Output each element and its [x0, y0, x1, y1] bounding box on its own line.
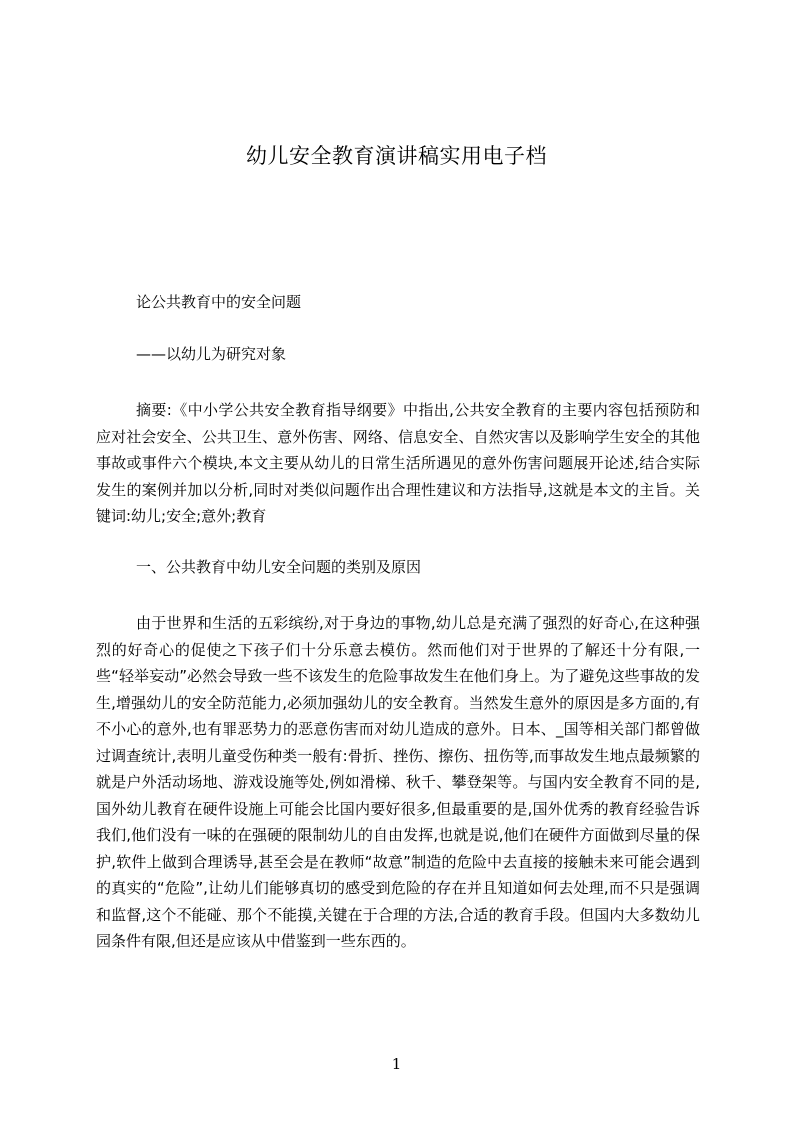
document-title: 幼儿安全教育演讲稿实用电子档 [246, 144, 547, 168]
section-1-heading: 一、公共教育中幼儿安全问题的类别及原因 [136, 558, 422, 576]
subtitle-heading: ——以幼儿为研究对象 [136, 345, 287, 363]
section-1-paragraph: 由于世界和生活的五彩缤纷,对于身边的事物,幼儿总是充满了强烈的好奇心,在这种强烈的好奇心的促使之下孩子们十分乐意去模仿。然而他们对于世界的了解还十分有限,一些“轻举妄动”必然会导致一些不该发生的危险事故发生在他们身上。为了避免这些事故的发生,增强幼儿的安全防范能力,必须加强幼儿的安全教育。当然发生意外的原因是多方面的,有不小心的意外,也有罪恶势力的恶意伤害而对幼儿造成的意外。日本、_国等相关部门都曾做过调查统计,表明儿童受伤种类一般有:骨折、挫伤、擦伤、扭伤等,而事故发生地点最频繁的就是户外活动场地、游戏设施等处,例如滑梯、秋千、攀登架等。与国内安全教育不同的是,国外幼儿教育在硬件设施上可能会比国内要好很多,但最重要的是,国外优秀的教育经验告诉我们,他们没有一味的在强硬的限制幼儿的自由发挥,也就是说,他们在硬件方面做到尽量的保护,软件上做到合理诱导,甚至会是在教师“故意”制造的危险中去直接的接触未来可能会遇到的真实的“危险”,让幼儿们能够真切的感受到危险的存在并且知道如何去处理,而不只是强调和监督,这个不能碰、那个不能摸,关键在于合理的方法,合适的教育手段。但国内大多数幼儿园条件有限,但还是应该从中借鉴到一些东西的。 [96, 614, 700, 950]
topic-heading: 论公共教育中的安全问题 [136, 293, 302, 311]
page-number: 1 [391, 1055, 402, 1073]
abstract-paragraph: 摘要:《中小学公共安全教育指导纲要》中指出,公共安全教育的主要内容包括预防和应对社会安全、公共卫生、意外伤害、网络、信息安全、自然灾害以及影响学生安全的其他事故或事件六个模块,本文主要从幼儿的日常生活所遇见的意外伤害问题展开论述,结合实际发生的案例并加以分析,同时对类似问题作出合理性建议和方法指导,这就是本文的主旨。关键词:幼儿;安全;意外;教育 [96, 401, 700, 525]
